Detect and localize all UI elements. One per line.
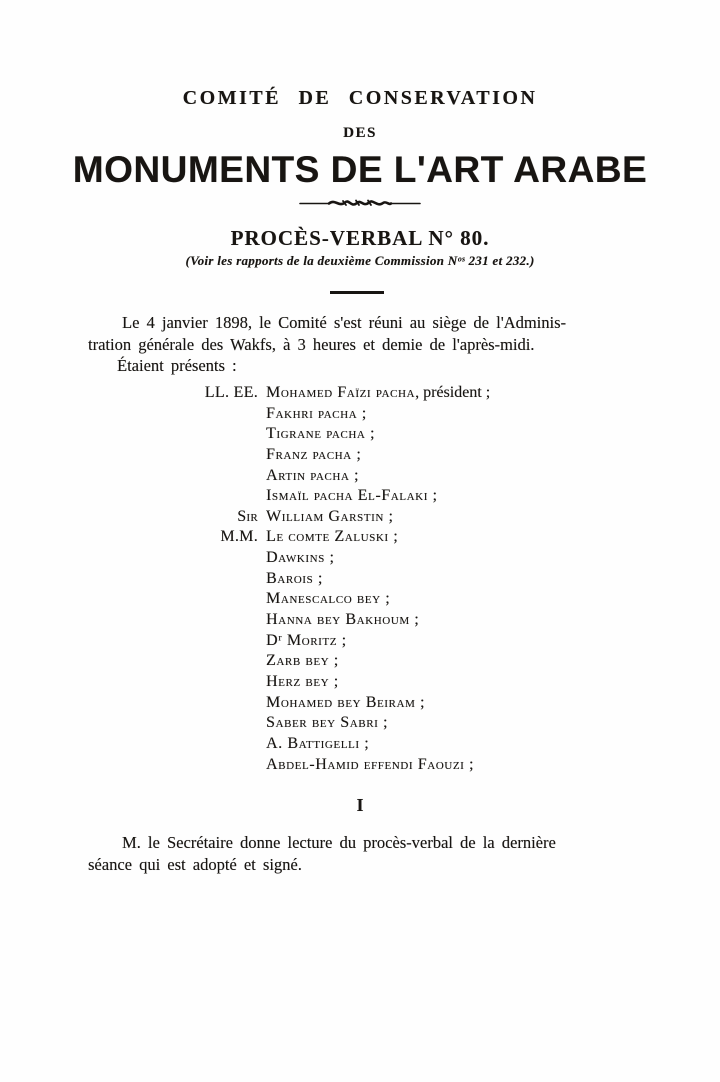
attendee-row bbox=[88, 445, 648, 466]
attendee-name: Mohamed Faïzi pacha bbox=[266, 384, 416, 401]
attendee-prefix: LL. EE. bbox=[204, 384, 258, 401]
attendee-row bbox=[88, 610, 648, 631]
attendee-name: Saber bey Sabri ; bbox=[266, 714, 389, 732]
main-title: MONUMENTS DE L'ART ARABE bbox=[72, 149, 648, 190]
attendee-row bbox=[88, 755, 648, 776]
proces-verbal-heading: PROCÈS-VERBAL N° 80. bbox=[230, 226, 490, 250]
attendees-list bbox=[88, 383, 648, 775]
attendee-row bbox=[88, 713, 648, 734]
attendee-name: Abdel-Hamid effendi Faouzi ; bbox=[266, 755, 475, 773]
attendee-row bbox=[88, 466, 648, 487]
attendee-row bbox=[88, 589, 648, 610]
attendee-name: Franz pacha ; bbox=[266, 445, 362, 463]
attendee-name: Artin pacha ; bbox=[266, 466, 360, 484]
attendee-row bbox=[88, 569, 648, 590]
attendee-name: Hanna bey Bakhoum ; bbox=[266, 611, 420, 629]
intro-line: tration générale des Wakfs, à 3 heures et demie de l'après-midi. bbox=[88, 334, 535, 354]
ornament-divider-icon bbox=[0, 196, 720, 212]
attendee-suffix: , président ; bbox=[415, 384, 491, 401]
intro-line: Le 4 janvier 1898, le Comité s'est réuni au siège de l'Adminis- bbox=[122, 313, 567, 332]
attendee-row bbox=[88, 672, 648, 693]
intro-line: Étaient présents : bbox=[117, 356, 237, 375]
attendee-name: Dʳ Moritz ; bbox=[266, 631, 347, 649]
closing-line: M. le Secrétaire donne lecture du procès-verbal de la dernière bbox=[122, 833, 556, 852]
attendee-row bbox=[88, 651, 648, 672]
attendee-name: Herz bey ; bbox=[266, 672, 339, 690]
attendee-name: Ismaïl pacha El-Falaki ; bbox=[266, 487, 438, 505]
attendee-name: Zarb bey ; bbox=[266, 652, 339, 670]
attendee-row bbox=[88, 631, 648, 652]
attendee-name: Tigrane pacha ; bbox=[266, 425, 376, 443]
attendee-row bbox=[88, 527, 648, 548]
attendee-row bbox=[88, 404, 648, 425]
attendee-name: William Garstin ; bbox=[266, 507, 394, 525]
attendee-name: A. Battigelli ; bbox=[266, 734, 370, 752]
attendee-row bbox=[88, 548, 648, 569]
attendee-prefix: M.M. bbox=[220, 528, 258, 546]
reference-note: (Voir les rapports de la deuxième Commission Nᵒˢ 231 et 232.) bbox=[185, 253, 535, 268]
attendee-row bbox=[88, 507, 648, 528]
attendee-name: Barois ; bbox=[266, 569, 323, 587]
attendee-name: Manescalco bey ; bbox=[266, 590, 391, 608]
closing-paragraph bbox=[88, 832, 640, 875]
attendee-name: Mohamed bey Beiram ; bbox=[266, 693, 426, 711]
attendee-row bbox=[88, 424, 648, 445]
closing-line: séance qui est adopté et signé. bbox=[88, 854, 302, 874]
attendee-row bbox=[88, 734, 648, 755]
section-number: I bbox=[356, 795, 364, 815]
attendee-row bbox=[88, 383, 648, 404]
committee-title-line1: COMITÉ DE CONSERVATION bbox=[182, 87, 538, 109]
attendee-name: Le comte Zaluski ; bbox=[266, 528, 399, 546]
attendee-row bbox=[88, 693, 648, 714]
section-rule bbox=[330, 291, 384, 294]
attendee-prefix: Sir bbox=[237, 507, 258, 525]
attendee-name: Fakhri pacha ; bbox=[266, 404, 367, 422]
committee-title-line2: DES bbox=[343, 125, 377, 141]
attendee-row bbox=[88, 486, 648, 507]
intro-paragraph bbox=[88, 312, 640, 377]
attendee-name: Dawkins ; bbox=[266, 549, 335, 567]
